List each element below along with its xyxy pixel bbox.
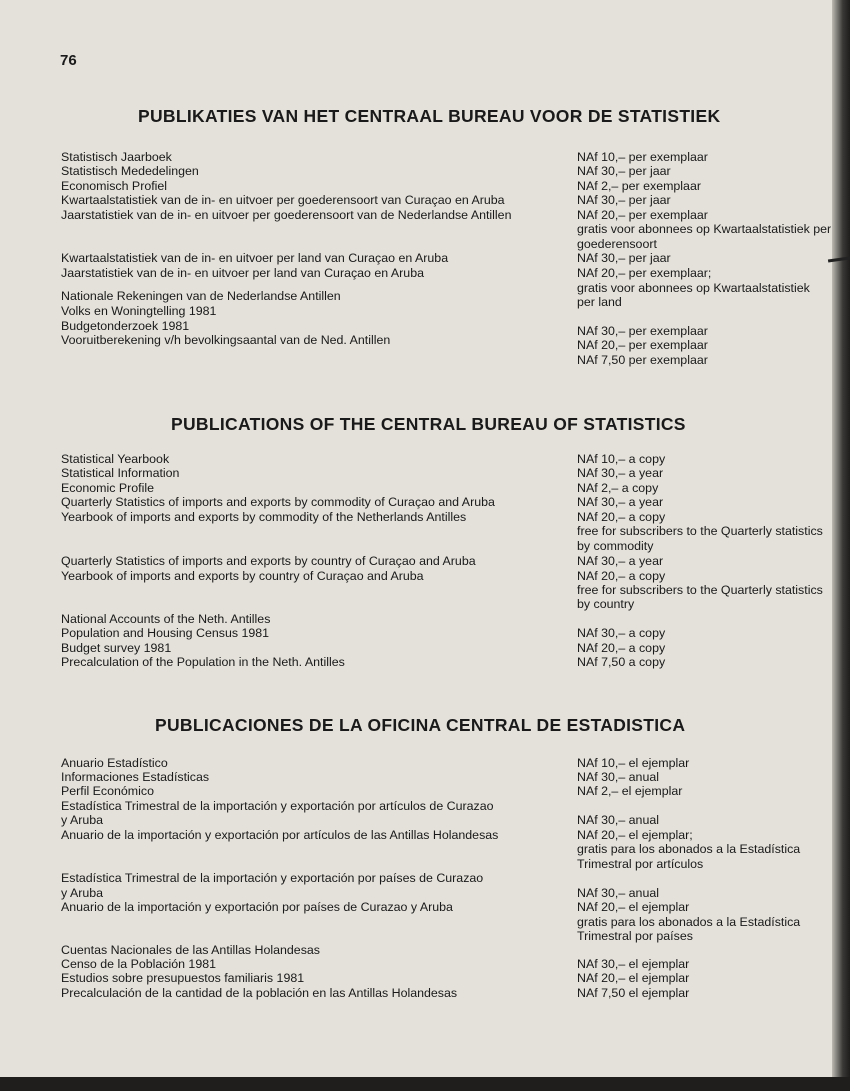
- publication-title: Population and Housing Census 1981: [61, 626, 270, 640]
- publication-title: Anuario de la importación y exportación por países de Curazao y Aruba: [61, 900, 453, 914]
- publication-price: gratis para los abonados a la Estadística: [577, 842, 801, 856]
- page-number: 76: [60, 52, 77, 69]
- publication-price: NAf 20,– el ejemplar;: [577, 828, 693, 842]
- publication-title: Censo de la Población 1981: [61, 957, 216, 971]
- publication-price: NAf 2,– per exemplaar: [577, 179, 701, 193]
- publication-title: y Aruba: [61, 886, 104, 900]
- publication-title: Statistisch Jaarboek: [61, 150, 172, 164]
- publication-price: NAf 20,– per exemplaar: [577, 338, 708, 352]
- publication-price: NAf 20,– a copy: [577, 510, 666, 524]
- publication-price: NAf 30,– a copy: [577, 626, 666, 640]
- publication-price: NAf 10,– a copy: [577, 452, 666, 466]
- publication-title: Volks en Woningtelling 1981: [61, 304, 217, 318]
- publication-title: Perfil Económico: [61, 784, 154, 798]
- scan-bottom-edge: [0, 1077, 850, 1091]
- publication-price: Trimestral por países: [577, 929, 693, 943]
- publication-title: Quarterly Statistics of imports and exports by commodity of Curaçao and Aruba: [61, 495, 495, 509]
- publication-price: gratis para los abonados a la Estadística: [577, 915, 801, 929]
- publication-price: NAf 2,– a copy: [577, 481, 659, 495]
- publication-price: NAf 30,– anual: [577, 770, 659, 784]
- publication-title: y Aruba: [61, 813, 104, 827]
- publication-title: Jaarstatistiek van de in- en uitvoer per goederensoort van de Nederlandse Antillen: [61, 208, 512, 222]
- publication-price: per land: [577, 295, 622, 309]
- publication-title: Cuentas Nacionales de las Antillas Holandesas: [61, 943, 320, 957]
- publication-title: Precalculación de la cantidad de la población en las Antillas Holandesas: [61, 986, 458, 1000]
- publication-price: NAf 20,– a copy: [577, 569, 666, 583]
- publication-title: Anuario de la importación y exportación por artículos de las Antillas Holandesas: [61, 828, 499, 842]
- publication-title: Informaciones Estadísticas: [61, 770, 210, 784]
- publication-title: Kwartaalstatistiek van de in- en uitvoer per goederensoort van Curaçao en Aruba: [61, 193, 505, 207]
- publication-price: NAf 30,– a year: [577, 466, 664, 480]
- publication-price: NAf 20,– el ejemplar: [577, 971, 690, 985]
- publication-title: National Accounts of the Neth. Antilles: [61, 612, 271, 626]
- publication-title: Estadística Trimestral de la importación y exportación por artículos de Curazao: [61, 799, 494, 813]
- book-binding-edge: [832, 0, 850, 1091]
- publication-price: NAf 20,– per exemplaar: [577, 208, 708, 222]
- publication-title: Budget survey 1981: [61, 641, 172, 655]
- publication-price: NAf 30,– anual: [577, 813, 659, 827]
- publication-price: NAf 30,– a year: [577, 554, 664, 568]
- publication-title: Statistisch Mededelingen: [61, 164, 199, 178]
- section-heading: PUBLICATIONS OF THE CENTRAL BUREAU OF STATISTICS: [171, 414, 686, 434]
- publication-title: Precalculation of the Population in the Neth. Antilles: [61, 655, 345, 669]
- publication-price: free for subscribers to the Quarterly statistics: [577, 524, 823, 538]
- publication-price: NAf 30,– per jaar: [577, 164, 671, 178]
- publication-price: Trimestral por artículos: [577, 857, 704, 871]
- publication-title: Economic Profile: [61, 481, 154, 495]
- publication-title: Yearbook of imports and exports by commodity of the Netherlands Antilles: [61, 510, 467, 524]
- publication-price: by country: [577, 597, 635, 611]
- publication-price: NAf 20,– el ejemplar: [577, 900, 690, 914]
- publication-title: Nationale Rekeningen van de Nederlandse Antillen: [61, 289, 341, 303]
- publication-price: NAf 7,50 per exemplaar: [577, 353, 708, 367]
- publication-price: NAf 30,– anual: [577, 886, 659, 900]
- publication-title: Statistical Yearbook: [61, 452, 170, 466]
- publication-price: NAf 10,– el ejemplar: [577, 756, 690, 770]
- publication-price: goederensoort: [577, 237, 657, 251]
- publication-title: Statistical Information: [61, 466, 180, 480]
- publication-price: gratis voor abonnees op Kwartaalstatistiek: [577, 281, 810, 295]
- publication-title: Budgetonderzoek 1981: [61, 319, 190, 333]
- publication-price: free for subscribers to the Quarterly statistics: [577, 583, 823, 597]
- publication-title: Yearbook of imports and exports by country of Curaçao and Aruba: [61, 569, 424, 583]
- publication-price: NAf 30,– per jaar: [577, 193, 671, 207]
- section-heading: PUBLICACIONES DE LA OFICINA CENTRAL DE ESTADISTICA: [155, 715, 686, 735]
- publication-price: NAf 20,– a copy: [577, 641, 666, 655]
- publication-price: NAf 20,– per exemplaar;: [577, 266, 712, 280]
- publication-title: Kwartaalstatistiek van de in- en uitvoer per land van Curaçao en Aruba: [61, 251, 449, 265]
- publication-title: Jaarstatistiek van de in- en uitvoer per land van Curaçao en Aruba: [61, 266, 424, 280]
- publication-title: Vooruitberekening v/h bevolkingsaantal van de Ned. Antillen: [61, 333, 391, 347]
- publication-price: NAf 30,– a year: [577, 495, 664, 509]
- publication-price: NAf 10,– per exemplaar: [577, 150, 708, 164]
- section-heading: PUBLIKATIES VAN HET CENTRAAL BUREAU VOOR DE STATISTIEK: [138, 106, 721, 126]
- publication-price: NAf 30,– per exemplaar: [577, 324, 708, 338]
- publication-title: Estudios sobre presupuestos familiaris 1981: [61, 971, 305, 985]
- publication-price: NAf 7,50 el ejemplar: [577, 986, 690, 1000]
- publication-title: Anuario Estadístico: [61, 756, 168, 770]
- publication-price: NAf 30,– el ejemplar: [577, 957, 690, 971]
- publication-title: Estadística Trimestral de la importación y exportación por países de Curazao: [61, 871, 484, 885]
- publication-price: NAf 30,– per jaar: [577, 251, 671, 265]
- publication-price: NAf 7,50 a copy: [577, 655, 666, 669]
- publication-price: NAf 2,– el ejemplar: [577, 784, 683, 798]
- publication-title: Quarterly Statistics of imports and exports by country of Curaçao and Aruba: [61, 554, 476, 568]
- publication-price: gratis voor abonnees op Kwartaalstatistiek per: [577, 222, 832, 236]
- publication-title: Economisch Profiel: [61, 179, 168, 193]
- publication-price: by commodity: [577, 539, 654, 553]
